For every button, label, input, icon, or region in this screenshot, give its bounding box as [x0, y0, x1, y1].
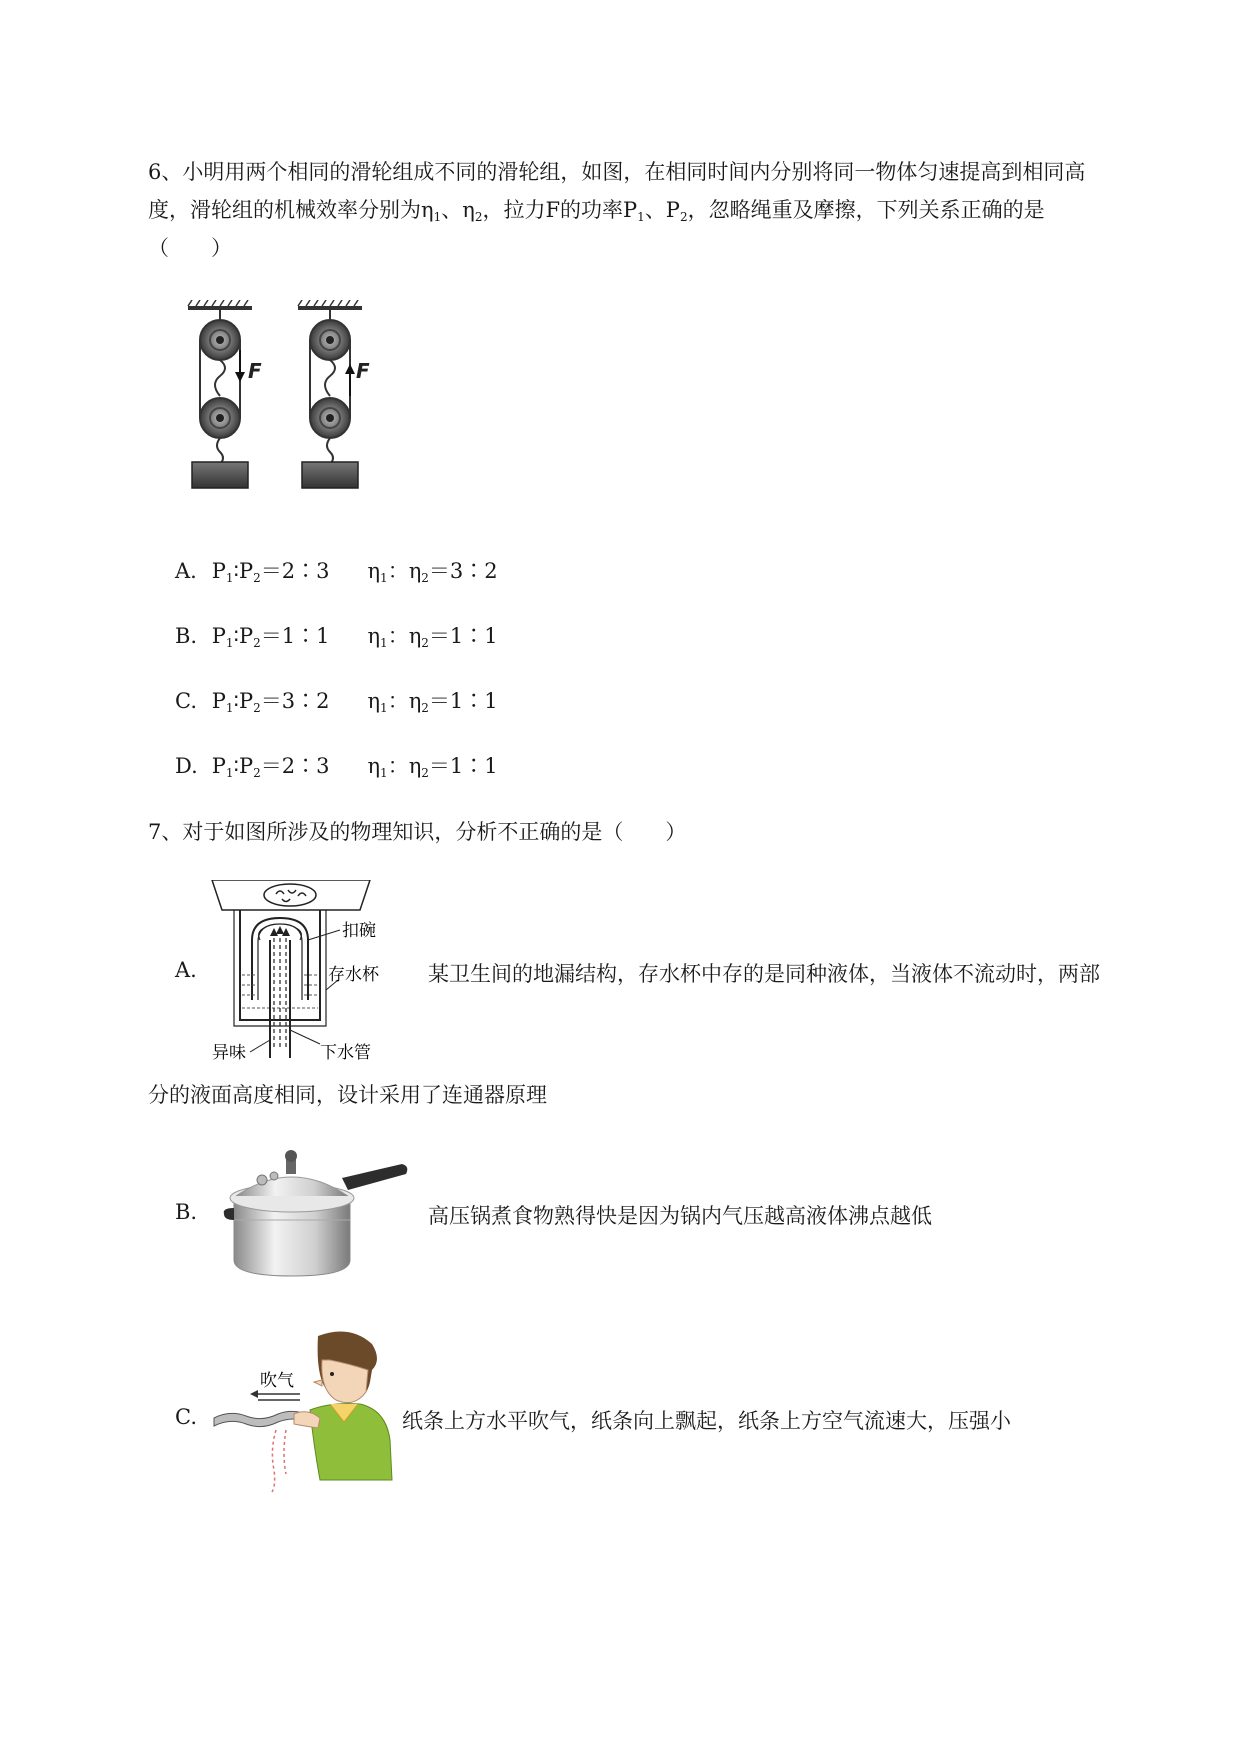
- label-blow: 吹气: [260, 1371, 294, 1391]
- blowing-paper-figure: [210, 1330, 400, 1495]
- pulley-system-left: [188, 300, 262, 488]
- q7-option-a-label[interactable]: A.: [175, 958, 197, 982]
- label-cover: 扣碗: [342, 921, 376, 941]
- q7-option-b-label[interactable]: B.: [175, 1200, 198, 1224]
- label-pipe: 下水管: [320, 1043, 371, 1060]
- force-label-left: F: [248, 359, 262, 383]
- q7-option-a-text-line1: 某卫生间的地漏结构，存水杯中存的是同种液体，当液体不流动时，两部: [428, 962, 1100, 986]
- q6-option-b[interactable]: B. $P_1∶P_2=1∶1$ $\eta_1$：$\eta_2=1∶1$: [175, 624, 498, 650]
- floor-drain-figure: [210, 880, 440, 1060]
- force-label-right: F: [356, 359, 370, 383]
- q6-stem-line2: 度，滑轮组的机械效率分别为$\eta_1$、$\eta_2$，拉力F的功率$P_1$、$P_2$，忽略绳重及摩擦，下列关系正确的是: [148, 198, 1045, 224]
- label-cup: 存水杯: [328, 965, 379, 985]
- weight-block-right: [302, 462, 358, 488]
- pressure-cooker-image: [222, 1140, 412, 1280]
- q7-stem: 7、对于如图所涉及的物理知识，分析不正确的是（ ）: [148, 820, 687, 844]
- q6-option-a[interactable]: A. $P_1∶P_2=2∶3$ $\eta_1$：$\eta_2=3∶2$: [175, 559, 498, 585]
- q6-stem-line1: 6、小明用两个相同的滑轮组成不同的滑轮组，如图，在相同时间内分别将同一物体匀速提高到相同高: [148, 160, 1086, 184]
- q7-option-a-text-line2: 分的液面高度相同，设计采用了连通器原理: [148, 1083, 547, 1107]
- label-smell: 异味: [212, 1043, 246, 1060]
- q7-option-b-text: 高压锅煮食物熟得快是因为锅内气压越高液体沸点越低: [428, 1204, 932, 1228]
- q7-option-c-text: 纸条上方水平吹气，纸条向上飘起，纸条上方空气流速大，压强小: [402, 1409, 1011, 1433]
- q6-option-c[interactable]: C. $P_1∶P_2=3∶2$ $\eta_1$：$\eta_2=1∶1$: [175, 689, 498, 715]
- q7-option-c-label[interactable]: C.: [175, 1405, 197, 1429]
- pulley-system-right: [298, 300, 370, 488]
- pulley-figure: [180, 300, 400, 515]
- weight-block-left: [192, 462, 248, 488]
- q6-option-d[interactable]: D. $P_1∶P_2=2∶3$ $\eta_1$：$\eta_2=1∶1$: [175, 754, 498, 780]
- q6-answer-blank: （ ）: [148, 236, 232, 260]
